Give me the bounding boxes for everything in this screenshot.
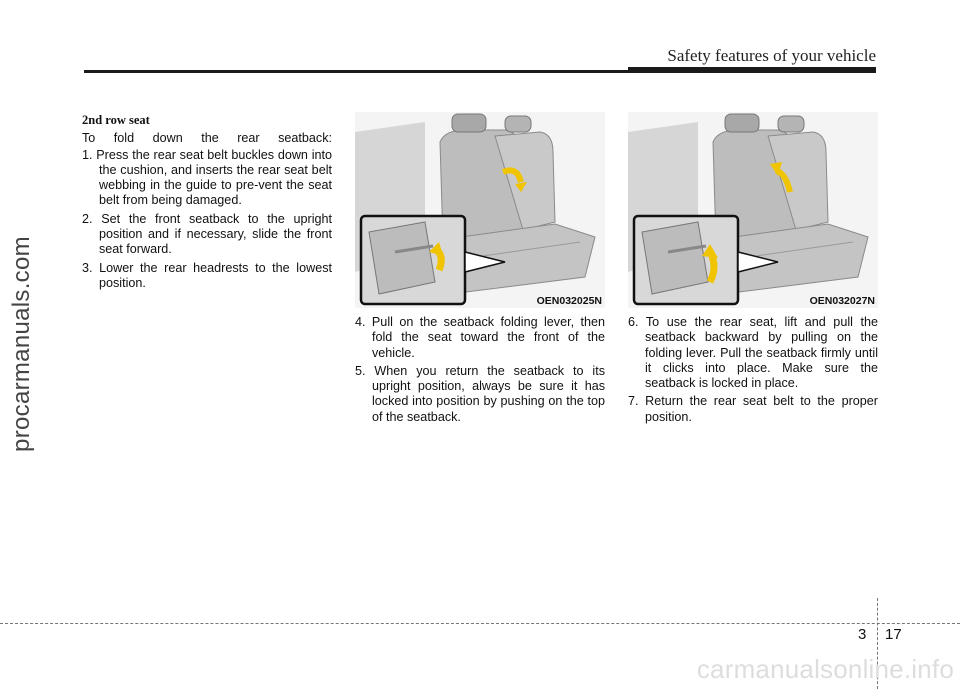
- bottom-watermark: carmanualsonline.info: [696, 654, 954, 684]
- figure-1: [355, 112, 605, 308]
- figure-code: OEN032027N: [809, 295, 875, 307]
- footer-dashed-rule: [0, 623, 960, 624]
- step-5: 5. When you return the seatback to its upright position, always be sure it has locked into position by pushing on the top of the seatback.: [355, 363, 605, 424]
- step-6: 6. To use the rear seat, lift and pull the seatback backward by pulling on the folding lever. Pull the seatback firmly until it clicks into place. Make sure the seatback is locked in place.: [628, 315, 878, 391]
- step-2: 2. Set the front seatback to the upright position and if necessary, slide the front seat forward.: [82, 211, 332, 257]
- side-watermark-text: procarmanuals.com: [8, 236, 35, 452]
- step-4: 4. Pull on the seatback folding lever, then fold the seat toward the front of the vehicle.: [355, 315, 605, 360]
- text-column-3: [628, 315, 878, 428]
- side-watermark: [2, 130, 42, 570]
- step-7: 7. Return the rear seat belt to the proper position.: [628, 394, 878, 424]
- header-title: Safety features of your vehicle: [667, 46, 876, 65]
- step-3: 3. Lower the rear headrests to the lowest position.: [82, 260, 332, 290]
- text-column-1: [82, 113, 332, 294]
- step-1: 1. Press the rear seat belt buckles down into the cushion, and inserts the rear seat belt webbing in the guide to pre-vent the seat belt from being damaged.: [82, 147, 332, 208]
- figure-code: OEN032025N: [536, 295, 602, 307]
- header-rule-accent: [628, 67, 876, 73]
- section-heading: 2nd row seat: [82, 113, 150, 127]
- rear-seat-folding-lever-illustration: [355, 112, 605, 308]
- rear-seat-lever-pull-illustration: [628, 112, 878, 308]
- chapter-number: 3: [858, 626, 867, 643]
- page-number: 17: [885, 626, 902, 643]
- figure-2: [628, 112, 878, 308]
- intro-text: To fold down the rear seatback:: [82, 131, 332, 146]
- text-column-2: [355, 315, 605, 428]
